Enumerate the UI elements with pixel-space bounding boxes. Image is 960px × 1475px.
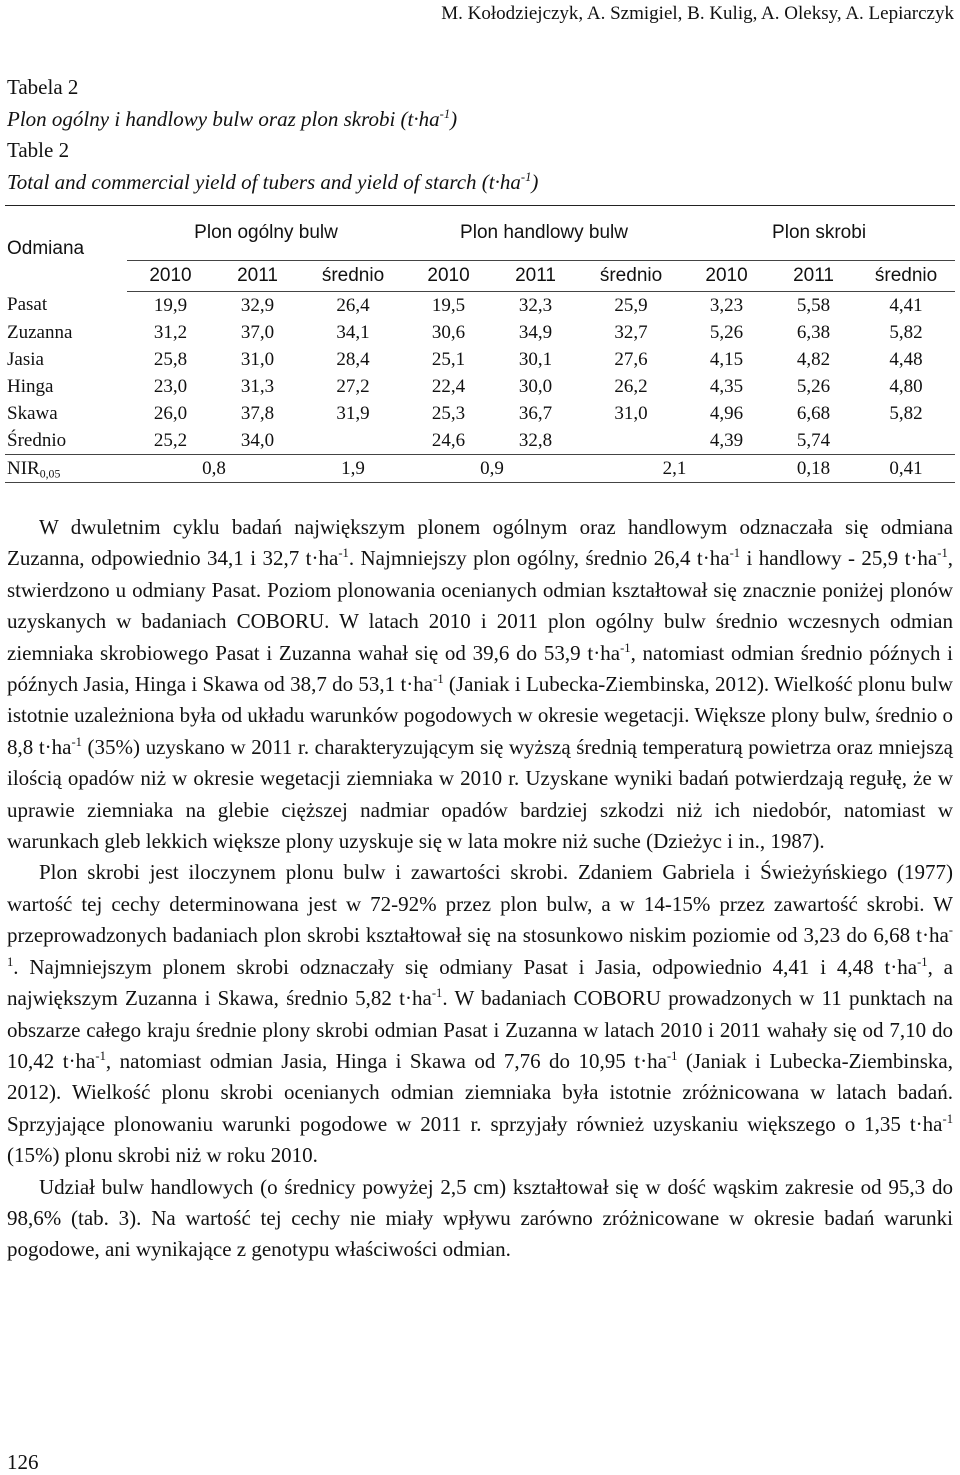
- nir-value: 1,9: [301, 455, 405, 483]
- table-cell: 36,7: [518, 402, 553, 424]
- table-cell: 25,3: [431, 402, 466, 424]
- table-cell: 34,0: [240, 429, 275, 451]
- group-header-total-yield: Plon ogólny bulw: [127, 206, 405, 261]
- table-cell: 30,0: [518, 375, 553, 397]
- subheader-cell: 2010: [127, 261, 214, 292]
- table-cell: 19,5: [431, 294, 466, 316]
- yield-table: [5, 205, 955, 483]
- table-cell: 31,9: [336, 402, 370, 424]
- caption-pl-label: Tabela 2: [7, 75, 79, 99]
- table-cell: 6,38: [796, 321, 831, 343]
- table-cell: 25,2: [153, 429, 188, 451]
- page-number: 126: [7, 1450, 39, 1474]
- table-cell: 37,0: [240, 321, 275, 343]
- table-cell: 37,8: [240, 402, 275, 424]
- table-cell: 26,2: [614, 375, 648, 397]
- table-row: [5, 346, 955, 373]
- table-cell: 31,0: [614, 402, 648, 424]
- table-cell: 5,58: [796, 294, 831, 316]
- table-cell: 32,8: [518, 429, 553, 451]
- body-text: [7, 512, 953, 1266]
- table-cell: 25,9: [614, 294, 648, 316]
- nir-row: [5, 455, 955, 483]
- table-cell: 34,9: [518, 321, 553, 343]
- table-cell: 32,9: [240, 294, 275, 316]
- table-cell: 30,6: [431, 321, 466, 343]
- table-cell: 3,23: [709, 294, 744, 316]
- table-cell: 26,4: [336, 294, 370, 316]
- nir-value: 0,41: [857, 455, 955, 483]
- table-cell: 22,4: [431, 375, 466, 397]
- subheader-cell: 2010: [683, 261, 770, 292]
- subheader-row: [5, 261, 955, 292]
- caption-en-title: Total and commercial yield of tubers and yield of starch $(t\cdot ha^{-1})$: [7, 169, 539, 194]
- paragraph-3: Udział bulw handlowych (o średnicy powyżej 2,5 cm) kształtował się w dość wąskim zakresie od 95,3 do 98,6% (tab. 3). Na wartość tej cechy nie miały wpływu zarówno zróżnicowane w okresie badań warunki pogodowe, ani wynikające z genotypu właściwości odmian.: [7, 1174, 953, 1262]
- table-cell: 4,41: [889, 294, 923, 316]
- table-cell: 25,8: [153, 348, 188, 370]
- subheader-cell: 2010: [405, 261, 492, 292]
- table-cell: 5,74: [796, 429, 831, 451]
- table-cell: 27,6: [614, 348, 648, 370]
- subheader-cell: średnio: [579, 261, 683, 292]
- table-cell: 32,7: [614, 321, 648, 343]
- table-cell: 31,2: [153, 321, 188, 343]
- nir-value: 2,1: [579, 455, 770, 483]
- table-cell: 5,82: [889, 402, 923, 424]
- variety-name: Hinga: [7, 375, 54, 397]
- table-row: [5, 292, 955, 320]
- table-cell: 24,6: [431, 429, 466, 451]
- paragraph-2: Plon skrobi jest iloczynem plonu bulw i zawartości skrobi. Zdaniem Gabriela i Świeżyńskiego (1977) wartość tej cechy determinowana jest w 72-92% przez plon bulw, a w 14-15% przez zawartość skrobi. W przeprowadzonych badaniach plon skrobi kształtował się na stosunkowo niskim poziomie od 3,23 do 6,68 $t\cdot ha^{-1}$. Najmniejszym plonem skrobi odznaczały się odmiany Pasat i Jasia, odpowiednio 4,41 i 4,48 $t\cdot ha^{-1}$, a największym Zuzanna i Skawa, średnio 5,82 $t\cdot ha^{-1}$. W badaniach COBORU prowadzonych w 11 punktach na obszarze całego kraju średnie plony skrobi odmian Pasat i Zuzanna w latach 2010 i 2011 wahały się od 7,10 do 10,42 $t\cdot ha^{-1}$, natomiast odmian Jasia, Hinga i Skawa od 7,76 do 10,95 $t\cdot ha^{-1}$ (Janiak i Lubecka-Ziembinska, 2012). Wielkość plonu skrobi ocenianych odmian ziemniaka była istotnie zróżnicowana w latach badań. Sprzyjające plonowaniu warunki pogodowe w 2011 r. sprzyjały również uzyskaniu większego o 1,35 $t\cdot ha^{-1}$ (15%) plonu skrobi niż w roku 2010.: [7, 860, 953, 1168]
- table-cell: 31,3: [240, 375, 275, 397]
- table-row: [5, 427, 955, 455]
- nir-value: 0,9: [405, 455, 579, 483]
- variety-name: Średnio: [7, 429, 67, 451]
- variety-name: Zuzanna: [7, 321, 73, 343]
- stub-header: Odmiana: [7, 237, 85, 259]
- table-cell: 26,0: [153, 402, 188, 424]
- running-head-authors: M. Kołodziejczyk, A. Szmigiel, B. Kulig, A. Oleksy, A. Lepiarczyk: [441, 3, 954, 24]
- table-cell: 19,9: [153, 294, 188, 316]
- table-cell: [857, 427, 955, 455]
- subheader-cell: 2011: [214, 261, 301, 292]
- table-cell: 6,68: [796, 402, 831, 424]
- table-row: [5, 400, 955, 427]
- table-cell: 31,0: [240, 348, 275, 370]
- table-cell: 4,82: [796, 348, 831, 370]
- table-cell: 34,1: [336, 321, 370, 343]
- subheader-cell: 2011: [770, 261, 857, 292]
- table-cell: 4,39: [709, 429, 744, 451]
- table-cell: 27,2: [336, 375, 370, 397]
- subheader-cell: średnio: [857, 261, 955, 292]
- subheader-cell: średnio: [301, 261, 405, 292]
- table-cell: 4,96: [709, 402, 744, 424]
- table-cell: 32,3: [518, 294, 553, 316]
- table-cell: [301, 427, 405, 455]
- table-body: [5, 292, 955, 483]
- table-cell: 25,1: [431, 348, 466, 370]
- subheader-cell: 2011: [492, 261, 579, 292]
- group-header-starch-yield: Plon skrobi: [683, 206, 955, 261]
- nir-label: $NIR_{0,05}$: [5, 455, 127, 483]
- table-cell: 23,0: [153, 375, 188, 397]
- table-cell: 4,15: [709, 348, 744, 370]
- table-row: [5, 373, 955, 400]
- table-cell: 28,4: [336, 348, 370, 370]
- variety-name: Jasia: [7, 348, 44, 370]
- table-caption: [7, 72, 538, 198]
- variety-name: Pasat: [7, 294, 48, 316]
- variety-name: Skawa: [7, 402, 58, 424]
- table-cell: 4,35: [709, 375, 744, 397]
- table-row: [5, 319, 955, 346]
- caption-en-label: Table 2: [7, 138, 70, 162]
- table-cell: 4,80: [889, 375, 923, 397]
- table-cell: 4,48: [889, 348, 923, 370]
- nir-value: 0,8: [127, 455, 301, 483]
- paragraph-1: W dwuletnim cyklu badań największym plonem ogólnym oraz handlowym odznaczała się odmiana Zuzanna, odpowiednio 34,1 i 32,7 $t\cdot ha^{-1}$. Najmniejszy plon ogólny, średnio 26,4 $t\cdot ha^{-1}$ i handlowy - 25,9 $t\cdot ha^{-1}$, stwierdzono u odmiany Pasat. Poziom plonowania ocenianych odmian kształtował się znacznie poniżej plonów uzyskanych w badaniach COBORU. W latach 2010 i 2011 plon ogólny bulw średnio wczesnych odmian ziemniaka skrobiowego Pasat i Zuzanna wahał się od 39,6 do 53,9 $t\cdot ha^{-1}$, natomiast odmian średnio późnych i późnych Jasia, Hinga i Skawa od 38,7 do 53,1 $t\cdot ha^{-1}$ (Janiak i Lubecka-Ziembinska, 2012). Wielkość plonu bulw istotnie uzależniona była od układu warunków pogodowych w okresie wegetacji. Większe plony bulw, średnio o 8,8 $t\cdot ha^{-1}$ (35%) uzyskano w 2011 r. charakteryzującym się wyższą średnią temperaturą powietrza oraz mniejszą ilością opadów niż w okresie wegetacji ziemniaka w 2010 r. Uzyskane wyniki badań potwierdzają regułę, że w uprawie ziemniaka na glebie cięższej nadmiar opadów bardziej szkodzi niż ich niedobór, natomiast w warunkach gleb lekkich większe plony uzyskuje się w lata mokre niż suche (Dzieżyc i in., 1987).: [7, 515, 953, 854]
- nir-value: 0,18: [770, 455, 857, 483]
- table-cell: [579, 427, 683, 455]
- caption-pl-title: Plon ogólny i handlowy bulw oraz plon skrobi $(t\cdot ha^{-1})$: [7, 106, 458, 131]
- table-cell: 30,1: [518, 348, 553, 370]
- group-header-commercial-yield: Plon handlowy bulw: [405, 206, 683, 261]
- table-cell: 5,26: [709, 321, 744, 343]
- table-cell: 5,82: [889, 321, 923, 343]
- table-cell: 5,26: [796, 375, 831, 397]
